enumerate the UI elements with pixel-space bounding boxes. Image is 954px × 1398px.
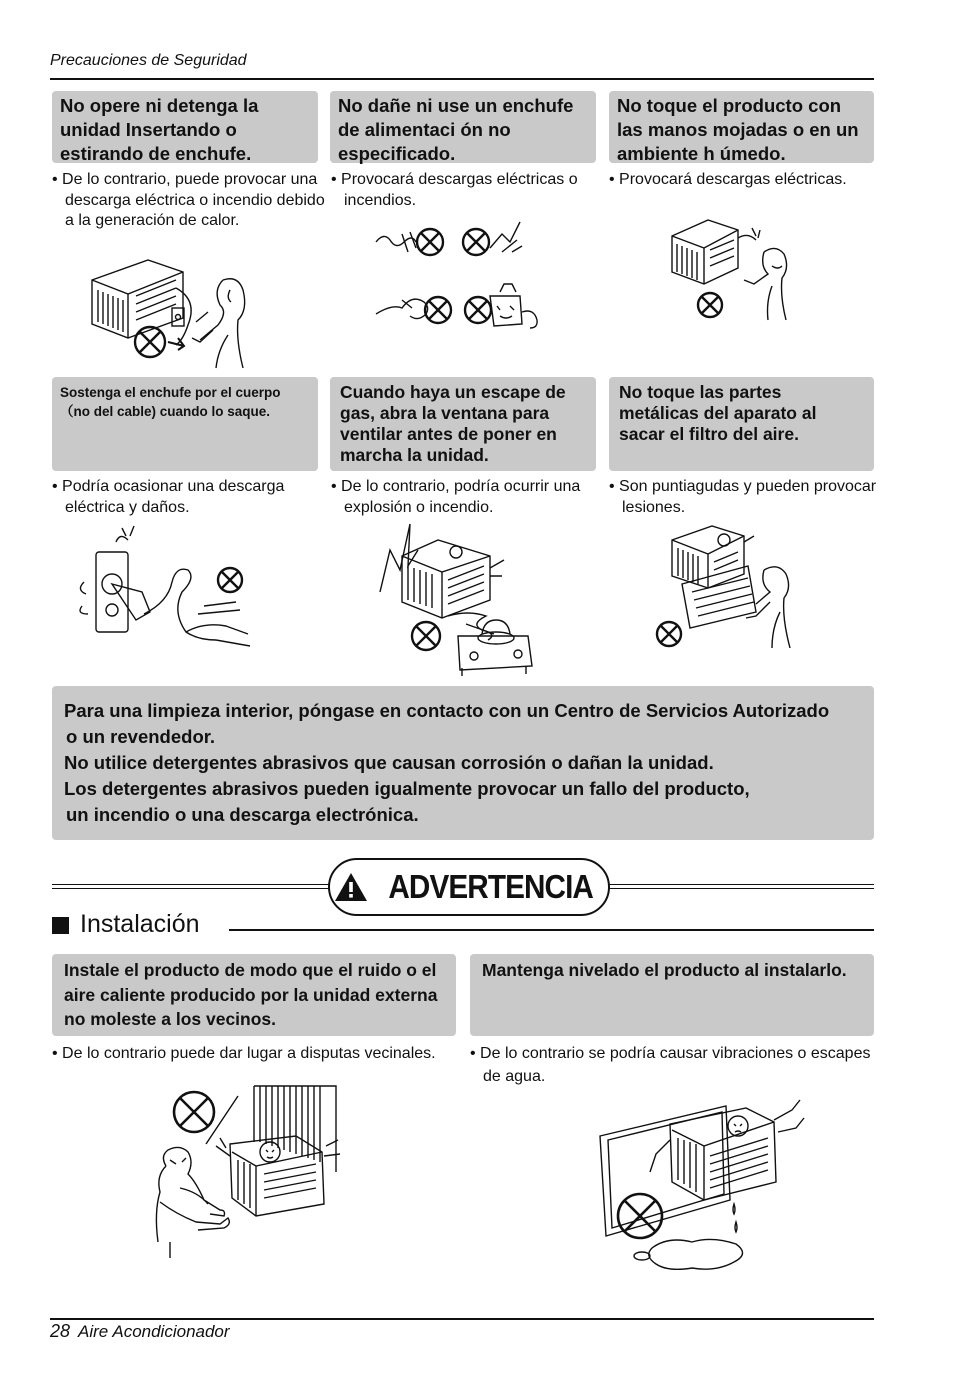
warning-box-partes-metalicas: No toque las partes metálicas del aparato al sacar el filtro del aire. [609, 377, 874, 471]
notice-line-4: Los detergentes abrasivos pueden igualmente provocar un fallo del producto, [64, 778, 750, 799]
footer-divider [50, 1318, 874, 1320]
warning-rule-left [52, 884, 330, 889]
warning-box-manos-mojadas: No toque el producto con las manos mojadas o en un ambiente h úmedo. [609, 91, 874, 163]
illustration-level-install [596, 1080, 808, 1280]
bullet-calor: • De lo contrario, puede provocar una descarga eléctrica o incendio debido a la generación de calor. [52, 171, 325, 229]
prohibition-icon [135, 327, 165, 357]
bullet-vibraciones: • De lo contrario se podría causar vibraciones o escapes de agua. [470, 1045, 871, 1085]
bullet-descargas-incendios: • Provocará descargas eléctricas o incendios. [331, 171, 578, 209]
bullet-descarga-danos: • Podría ocasionar una descarga eléctrica y daños. [52, 478, 285, 516]
notice-line-3: No utilice detergentes abrasivos que causan corrosión o dañan la unidad. [64, 752, 714, 773]
header-divider [50, 78, 874, 80]
section-title: Instalación [80, 910, 200, 938]
page-header-title: Precauciones de Seguridad [50, 52, 247, 69]
illustration-plug-unplug [88, 250, 258, 370]
footer-title: Aire Acondicionador [78, 1322, 230, 1341]
bullet-disputas: • De lo contrario puede dar lugar a disputas vecinales. [52, 1045, 436, 1062]
warning-banner [328, 858, 610, 916]
notice-line-5: un incendio o una descarga electrónica. [66, 804, 419, 825]
page-footer [50, 1321, 230, 1342]
section-rule [229, 929, 874, 931]
illustration-wet-hands [668, 210, 798, 322]
warning-label: ADVERTENCIA [388, 868, 594, 905]
install-box-ruido: Instale el producto de modo que el ruido o el aire caliente producido por la unidad externa no moleste a los vecinos. [52, 954, 456, 1036]
illustration-pull-cable [76, 522, 260, 660]
notice-line-2: o un revendedor. [66, 726, 216, 747]
air-conditioner-icon [92, 260, 183, 338]
warning-rule-right [608, 884, 874, 889]
warning-box-no-operar: No opere ni detenga la unidad Insertando o estirando de enchufe. [52, 91, 318, 163]
warning-triangle-icon [333, 871, 369, 903]
bullet-descargas: • Provocará descargas eléctricas. [609, 171, 847, 188]
bullet-explosion: • De lo contrario, podría ocurrir una explosión o incendio. [331, 478, 581, 516]
warning-box-escape-gas: Cuando haya un escape de gas, abra la ventana para ventilar antes de poner en marcha la unidad. [330, 377, 596, 471]
illustration-gas-leak [378, 520, 538, 680]
page-number: 28 [50, 1321, 71, 1341]
notice-line-1: Para una limpieza interior, póngase en contacto con un Centro de Servicios Autorizado [64, 700, 830, 721]
bullet-lesiones: • Son puntiagudas y pueden provocar lesiones. [609, 478, 877, 516]
install-box-nivelado: Mantenga nivelado el producto al instalarlo. [470, 954, 874, 1036]
illustration-damaged-plugs [372, 212, 552, 337]
illustration-noise-neighbors [146, 1082, 346, 1260]
cleaning-notice-box [52, 686, 874, 840]
warning-box-enchufe-no-especificado: No dañe ni use un enchufe de alimentaci ón no especificado. [330, 91, 596, 163]
warning-box-sostenga-enchufe: Sostenga el enchufe por el cuerpo（no del cable) cuando lo saque. [52, 377, 318, 471]
section-square-icon [52, 917, 69, 934]
illustration-remove-filter [652, 522, 802, 652]
